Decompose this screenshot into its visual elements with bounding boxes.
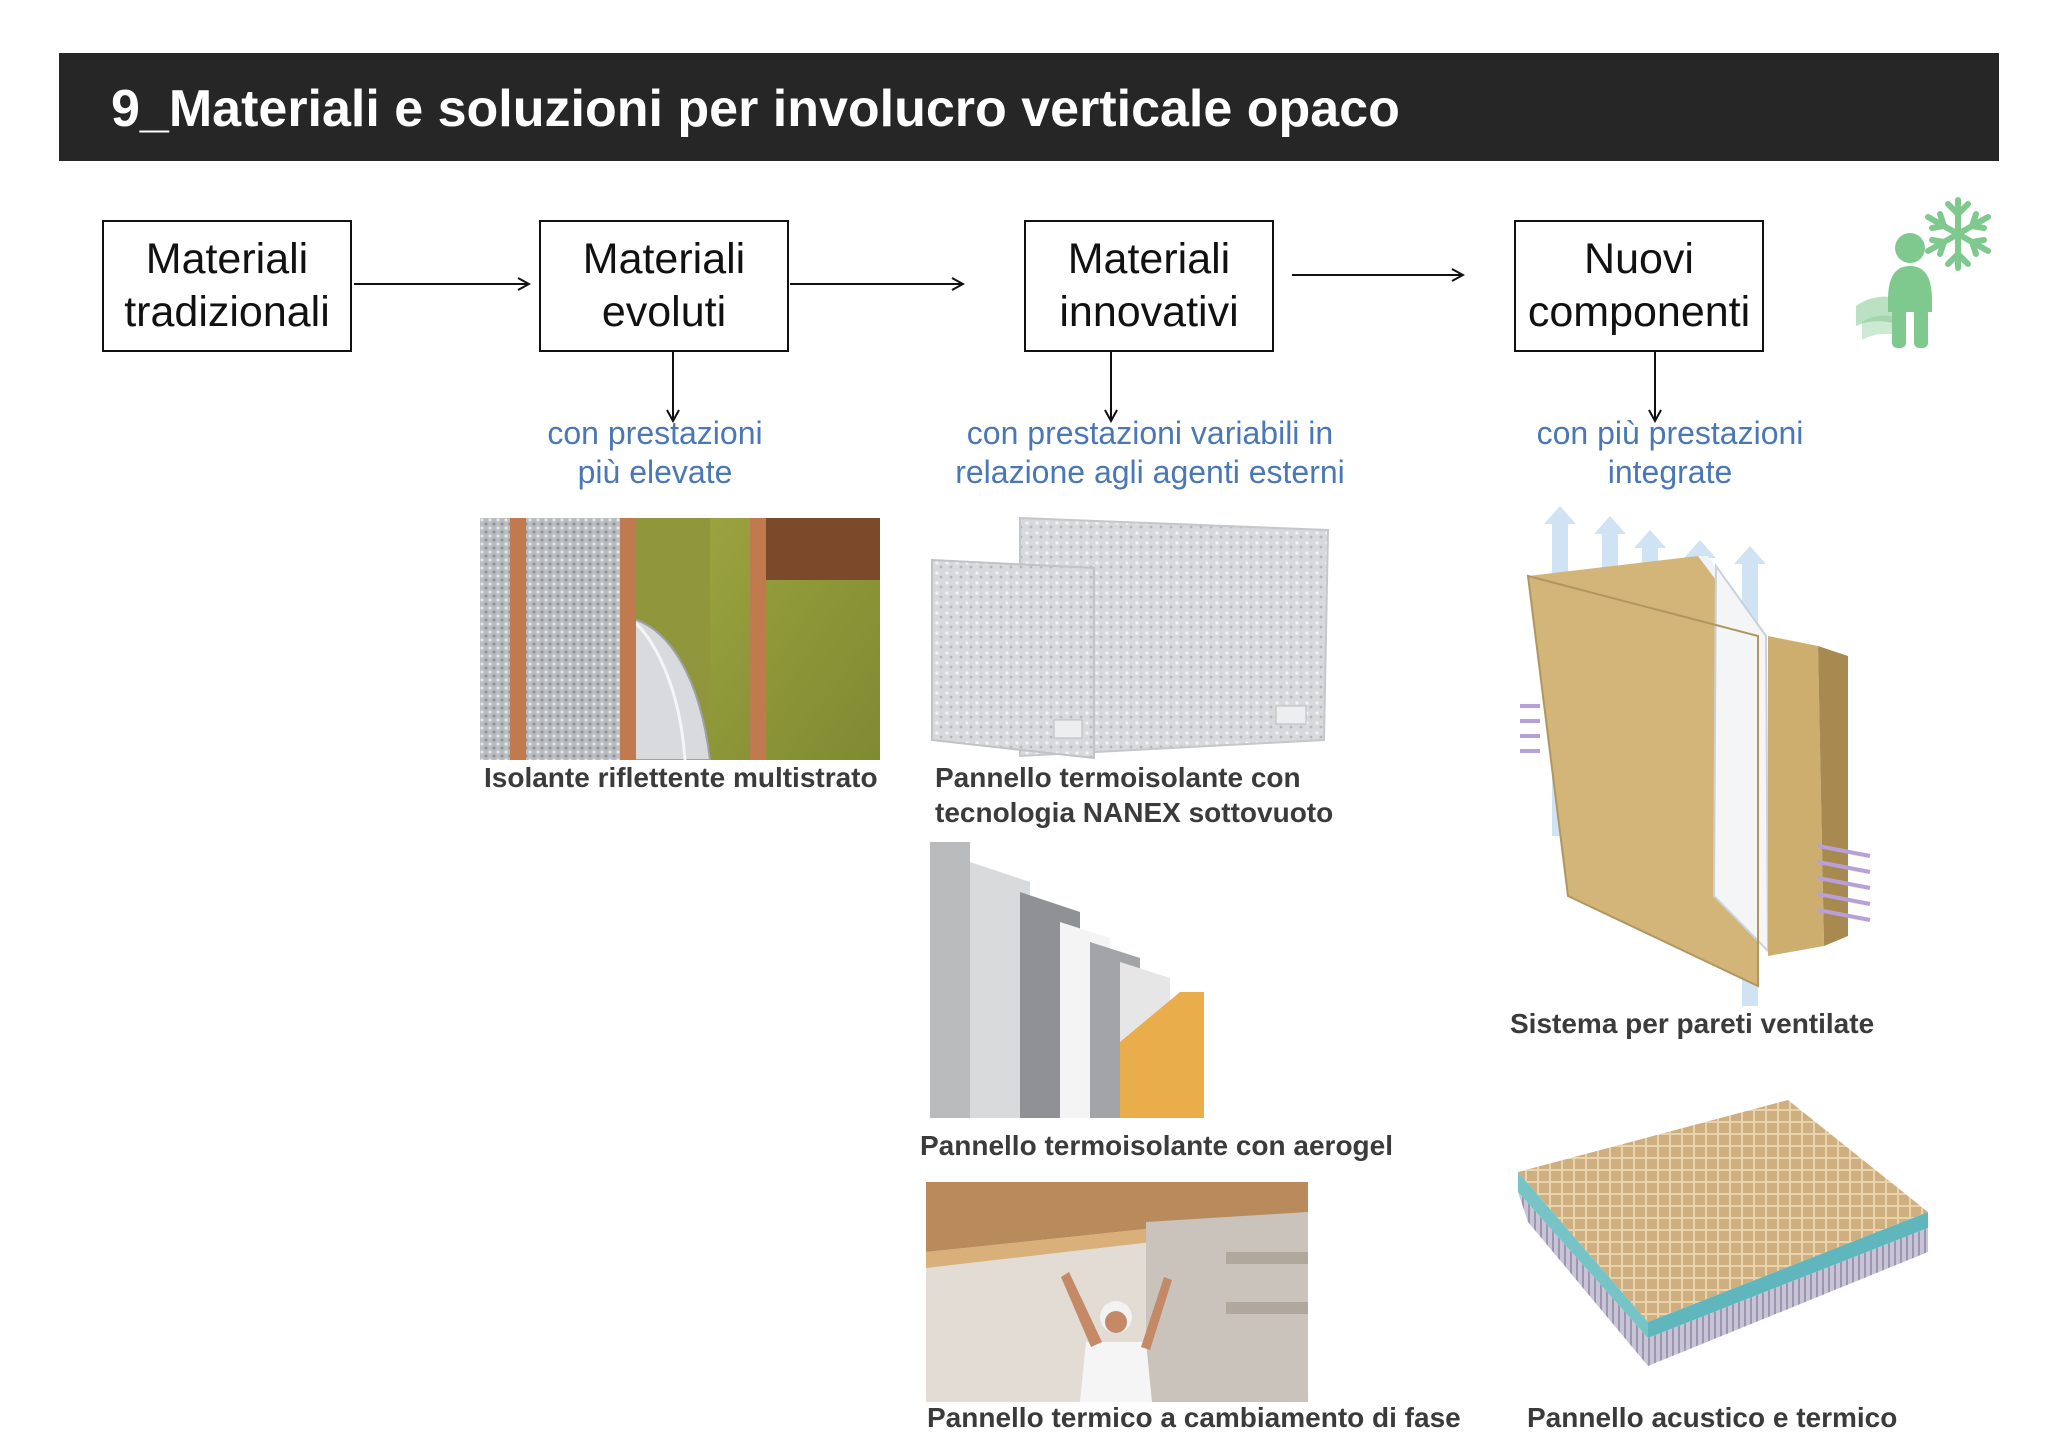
box-label: Materiali innovativi: [1059, 235, 1239, 336]
ventilated-wall-image: [1518, 506, 1876, 1006]
box-nuovi-componenti: [1514, 220, 1764, 352]
box-label: Materiali tradizionali: [124, 235, 330, 336]
box-materiali-evoluti: [539, 220, 789, 352]
reflective-insulation-image: [480, 518, 880, 760]
box-label: Materiali evoluti: [582, 235, 746, 336]
caption-reflective: Isolante riflettente multistrato: [484, 762, 878, 793]
nanex-panel-image: [924, 510, 1334, 762]
caption-ventilated: Sistema per pareti ventilate: [1510, 1008, 1875, 1039]
note-evoluti: con prestazioni più elevate: [547, 415, 763, 490]
person-cold-snowflake-icon: [1852, 196, 1992, 354]
caption-phase-change: Pannello termico a cambiamento di fase: [927, 1402, 1461, 1433]
aerogel-panel-image: [930, 842, 1206, 1118]
note-nuovi: con più prestazioni integrate: [1536, 415, 1804, 490]
box-label: Nuovi componenti: [1527, 235, 1751, 336]
note-innovativi: con prestazioni variabili in relazione agli agenti esterni: [955, 415, 1345, 490]
box-materiali-tradizionali: [102, 220, 352, 352]
caption-nanex: Pannello termoisolante con tecnologia NANEX sottovuoto: [935, 762, 1334, 828]
acoustic-thermal-panel-image: [1508, 1092, 1940, 1370]
box-materiali-innovativi: [1024, 220, 1274, 352]
caption-aerogel: Pannello termoisolante con aerogel: [920, 1130, 1394, 1161]
page-title: 9_Materiali e soluzioni per involucro verticale opaco: [111, 80, 1400, 138]
caption-acoustic: Pannello acustico e termico: [1527, 1402, 1898, 1433]
phase-change-panel-image: [926, 1182, 1308, 1402]
